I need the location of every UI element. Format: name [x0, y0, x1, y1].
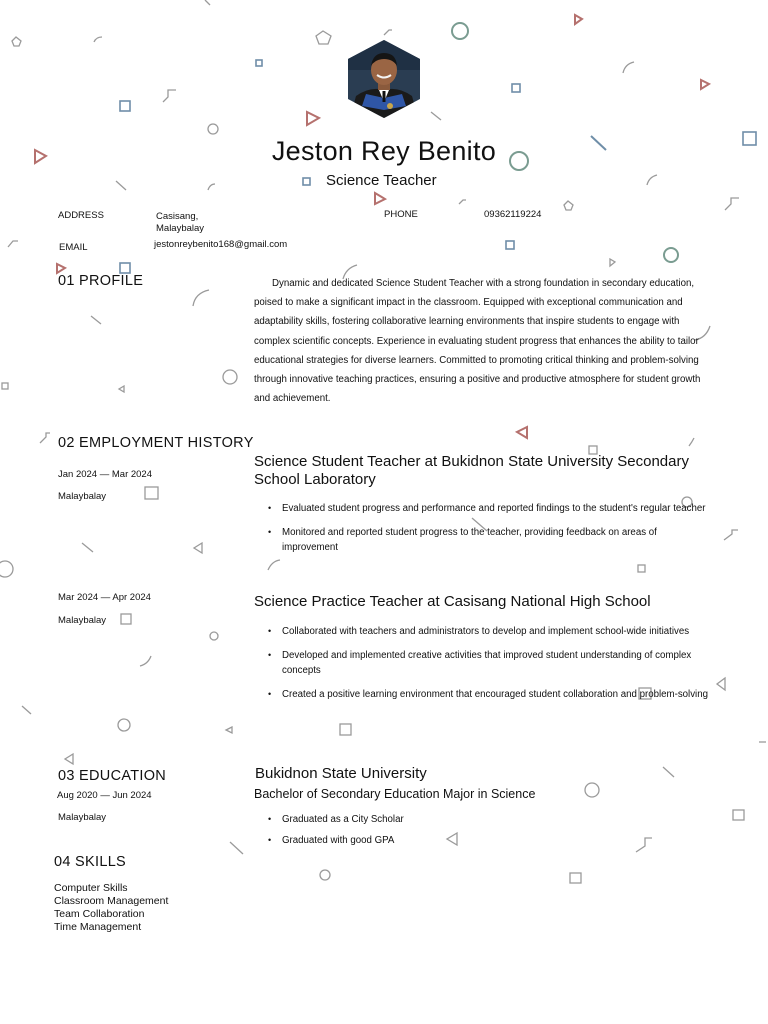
candidate-title: Science Teacher [326, 172, 437, 189]
job-1-title: Science Student Teacher at Bukidnon State University Secondary School Laboratory [254, 453, 689, 488]
list-item: • Created a positive learning environment that encouraged student collaboration and problem-solving [254, 687, 712, 703]
job-1-dates: Jan 2024 — Mar 2024 [58, 469, 153, 480]
skill-item: Computer Skills [54, 882, 128, 894]
list-item: • Graduated with good GPA [254, 833, 674, 849]
employment-heading: 02 EMPLOYMENT HISTORY [58, 435, 254, 451]
job-1-bullets [254, 501, 712, 564]
address-line-1: Casisang, [156, 211, 199, 222]
profile-heading: 01 PROFILE [58, 273, 144, 289]
list-item: • Collaborated with teachers and administrators to develop and implement school-wide initiatives [254, 624, 712, 640]
list-item: • Monitored and reported student progress to the teacher, providing feedback on areas of improvement [254, 525, 712, 556]
phone-label: PHONE [384, 209, 418, 220]
education-location: Malaybalay [58, 812, 107, 823]
education-bullets [254, 812, 674, 856]
email-value: jestonreybenito168@gmail.com [154, 239, 288, 250]
list-item: • Graduated as a City Scholar [254, 812, 674, 828]
education-degree: Bachelor of Secondary Education Major in Science [254, 787, 536, 801]
job-2-location: Malaybalay [58, 615, 107, 626]
profile-text: Dynamic and dedicated Science Student Teacher with a strong foundation in secondary education, poised to make a significant impact in the classroom. Equipped with exceptional communication and adaptability skills, fostering collaborative learning environments that inspire students to engage with complex scientific concepts. Experience in evaluating student progress that enhances the ability to tailor educational strategies for diverse learners. Committed to promoting critical thinking and problem-solving through innovative teaching practices, ensuring a positive and productive atmosphere for student growth and achievement. [254, 278, 701, 405]
list-item: • Developed and implemented creative activities that improved student understanding of complex concepts [254, 648, 712, 679]
education-heading: 03 EDUCATION [58, 768, 167, 784]
phone-value: 09362119224 [484, 209, 542, 220]
skills-list [54, 882, 168, 934]
education-dates: Aug 2020 — Jun 2024 [57, 790, 152, 801]
skill-item: Time Management [54, 921, 142, 933]
address-label: ADDRESS [58, 210, 104, 221]
address-value [156, 211, 204, 235]
candidate-name: Jeston Rey Benito [271, 136, 497, 166]
list-item: • Evaluated student progress and performance and reported findings to the student's regular teacher [254, 501, 712, 517]
address-line-2: Malaybalay [156, 223, 205, 234]
job-1-location: Malaybalay [58, 491, 107, 502]
job-2-bullets [254, 624, 712, 710]
profile-photo [346, 40, 422, 118]
education-school: Bukidnon State University [255, 765, 427, 782]
job-2-dates: Mar 2024 — Apr 2024 [58, 592, 151, 603]
skills-heading: 04 SKILLS [54, 854, 127, 870]
job-2-title: Science Practice Teacher at Casisang National High School [254, 593, 651, 610]
profile-summary [254, 274, 709, 408]
skill-item: Team Collaboration [54, 908, 145, 920]
email-label: EMAIL [59, 242, 88, 253]
skill-item: Classroom Management [54, 895, 169, 907]
